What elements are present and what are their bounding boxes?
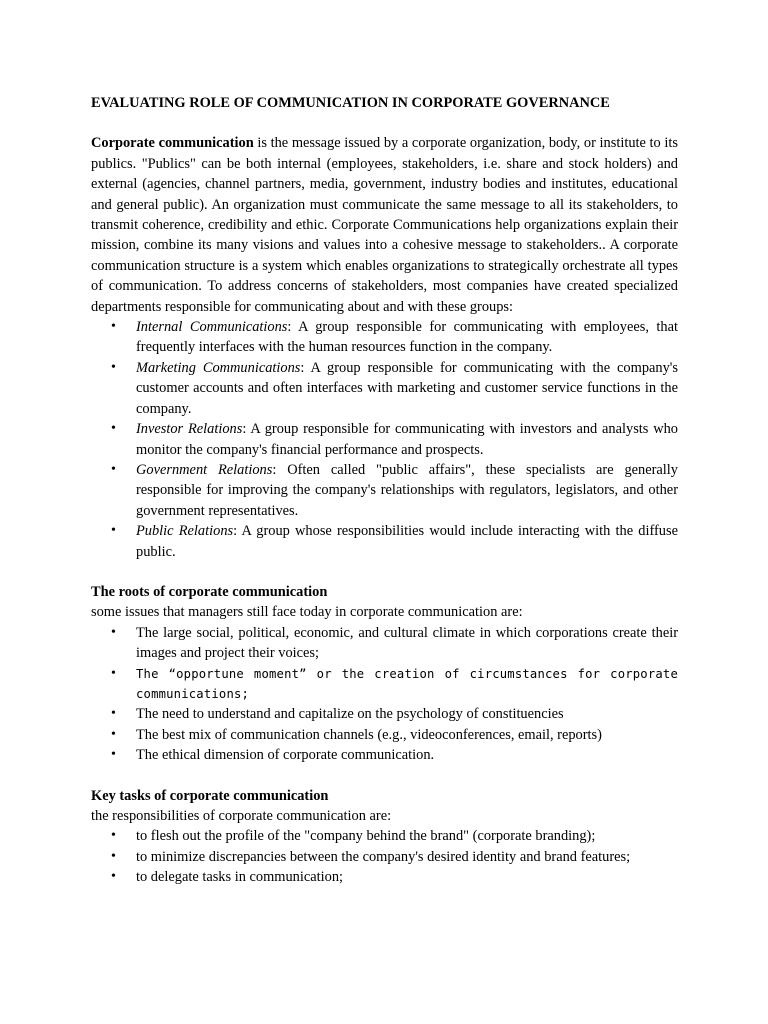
list-item <box>111 745 678 765</box>
intro-paragraph <box>91 133 678 317</box>
list-item <box>111 460 678 521</box>
department-term: Internal Communications <box>136 319 288 336</box>
bullet-icon: • <box>111 624 116 640</box>
list-item <box>111 317 679 358</box>
roots-item-text: The need to understand and capitalize on the psychology of constituencies <box>136 706 564 723</box>
document-page <box>91 93 678 888</box>
roots-subtitle: some issues that managers still face today in corporate communication are: <box>91 604 523 621</box>
department-term: Investor Relations <box>136 421 243 438</box>
list-item <box>111 358 678 419</box>
list-item <box>111 419 678 460</box>
department-desc: : A group responsible for communicating with the company's customer accounts and often interfaces with marketing and customer service functions in the company. <box>136 359 678 417</box>
list-item <box>111 664 678 705</box>
department-desc: : Often called "public affairs", these specialists are generally responsible for improving the company's relationships with regulators, legislators, and other government representatives. <box>136 461 678 519</box>
department-desc: : A group responsible for communicating with investors and analysts who monitor the company's financial performance and prospects. <box>136 421 678 458</box>
tasks-item-text: to minimize discrepancies between the company's desired identity and brand features; <box>136 848 631 865</box>
list-item <box>111 521 678 562</box>
tasks-item-text: to flesh out the profile of the "company behind the brand" (corporate branding); <box>136 828 596 845</box>
bullet-icon: • <box>111 421 116 437</box>
list-item <box>111 867 678 887</box>
bullet-icon: • <box>111 848 116 864</box>
list-item <box>111 623 678 664</box>
intro-body: is the message issued by a corporate organization, body, or institute to its publics. "Publics" can be both internal (employees, stakeholders, i.e. share and stock holders) and external (agencies, channel partners, media, government, industry bodies and institutes, educational and general public). An organization must communicate the same message to all its stakeholders, to transmit coherence, credibility and ethic. Corporate Communications help organizations explain their mission, combine its many visions and values into a cohesive message to stakeholders.. A corporate communication structure is a system which enables organizations to strategically orchestrate all types of communication. To address concerns of stakeholders, most companies have created specialized departments responsible for communicating about and with these groups: <box>91 135 678 315</box>
department-term: Public Relations <box>136 523 234 540</box>
roots-heading: The roots of corporate communication <box>91 583 328 600</box>
roots-item-text: The “opportune moment” or the creation of circumstances for corporate communications; <box>136 666 678 701</box>
department-term: Marketing Communications <box>136 359 301 376</box>
bullet-icon: • <box>111 706 116 722</box>
roots-list <box>91 623 678 766</box>
department-term: Government Relations <box>136 461 273 478</box>
bullet-icon: • <box>111 461 116 477</box>
department-desc: : A group whose responsibilities would include interacting with the diffuse public. <box>136 523 678 560</box>
bullet-icon: • <box>111 359 116 375</box>
list-item <box>111 826 678 846</box>
list-item <box>111 704 678 724</box>
bullet-icon: • <box>111 319 116 335</box>
bullet-icon: • <box>111 869 116 885</box>
tasks-subtitle: the responsibilities of corporate communication are: <box>91 808 392 824</box>
bullet-icon: • <box>111 523 116 539</box>
bullet-icon: • <box>111 726 116 742</box>
list-item <box>111 725 678 745</box>
bullet-icon: • <box>111 747 116 763</box>
document-title: EVALUATING ROLE OF COMMUNICATION IN CORPORATE GOVERNANCE <box>91 95 610 111</box>
roots-item-text: The ethical dimension of corporate communication. <box>136 747 435 764</box>
bullet-icon: • <box>111 828 116 844</box>
list-item <box>111 847 678 867</box>
tasks-heading: Key tasks of corporate communication <box>91 787 329 804</box>
tasks-list <box>91 826 678 887</box>
roots-item-text: The large social, political, economic, and cultural climate in which corporations create their images and project their voices; <box>136 624 678 662</box>
bullet-icon: • <box>111 665 116 681</box>
tasks-item-text: to delegate tasks in communication; <box>136 869 344 886</box>
intro-lead-term: Corporate communication <box>91 135 254 152</box>
roots-item-text: The best mix of communication channels (e.g., videoconferences, email, reports) <box>136 726 602 743</box>
department-desc: : A group responsible for communicating with employees, that frequently interfaces with the human resources function in the company. <box>136 319 679 356</box>
departments-list <box>91 317 678 562</box>
